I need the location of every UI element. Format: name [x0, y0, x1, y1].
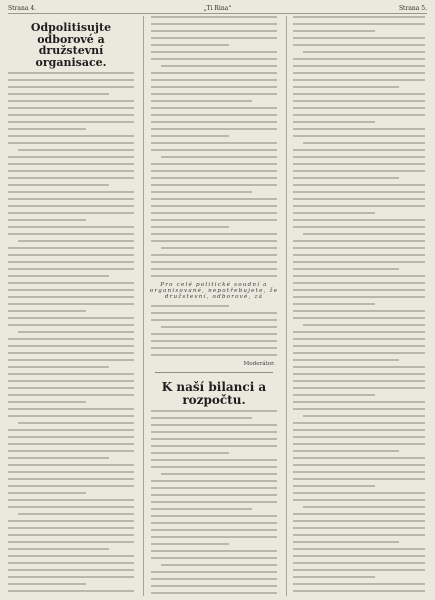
text-line: [8, 562, 134, 564]
text-line: [151, 312, 277, 314]
text-line: [151, 487, 277, 489]
text-line: [293, 149, 425, 151]
text-line: [293, 457, 425, 459]
text-line: [293, 471, 425, 473]
text-line: [151, 212, 277, 214]
text-line: [8, 534, 134, 536]
text-line: [8, 114, 134, 116]
text-line: [293, 23, 425, 25]
text-line: [8, 324, 134, 326]
text-line: [293, 16, 425, 18]
text-line: [293, 198, 425, 200]
text-line: [18, 149, 134, 151]
column-1: [6, 16, 136, 596]
text-line: [293, 296, 425, 298]
text-line: [293, 366, 425, 368]
text-line: [303, 142, 425, 144]
text-line: [151, 79, 277, 81]
text-line: [151, 23, 277, 25]
text-line: [293, 555, 425, 557]
text-line: [8, 590, 134, 592]
text-line: [293, 128, 425, 130]
text-line: [293, 261, 425, 263]
text-line: [293, 387, 425, 389]
text-line: [151, 93, 277, 95]
article-divider: [155, 372, 273, 373]
article-headline: K naší bilanci a rozpočtu.: [161, 380, 267, 407]
text-line: [151, 494, 277, 496]
text-line: [8, 359, 134, 361]
text-line: [8, 128, 86, 130]
text-line: [293, 289, 425, 291]
text-line: [293, 422, 425, 424]
text-line: [293, 44, 425, 46]
page-number-right: Strana 5.: [398, 4, 427, 12]
text-line: [293, 191, 425, 193]
text-line: [151, 86, 277, 88]
text-line: [293, 86, 399, 88]
text-line: [293, 100, 425, 102]
text-line: [8, 282, 134, 284]
text-line: [8, 198, 134, 200]
text-line: [8, 72, 134, 74]
text-line: [8, 443, 134, 445]
text-line: [8, 471, 134, 473]
text-line: [151, 100, 252, 102]
text-line: [293, 65, 425, 67]
text-line: [293, 177, 399, 179]
text-line: [151, 58, 277, 60]
text-line: [293, 499, 425, 501]
column-2: [149, 16, 279, 596]
text-line: [8, 170, 134, 172]
column-rule: [286, 16, 287, 596]
text-line: [293, 268, 399, 270]
text-line: [293, 184, 425, 186]
text-line: [161, 326, 277, 328]
text-line: [151, 585, 277, 587]
text-line: [293, 569, 425, 571]
text-line: [8, 506, 134, 508]
text-line: [8, 352, 134, 354]
text-line: [151, 305, 229, 307]
text-line: [151, 219, 277, 221]
text-line: [293, 373, 425, 375]
text-line: [151, 417, 252, 419]
text-line: [151, 44, 229, 46]
text-line: [8, 261, 134, 263]
article-body: [149, 16, 279, 277]
text-line: [151, 275, 277, 277]
text-line: [8, 156, 134, 158]
text-line: [151, 128, 277, 130]
text-line: [293, 317, 425, 319]
text-line: [293, 436, 425, 438]
text-line: [293, 114, 425, 116]
text-line: [8, 205, 134, 207]
text-line: [293, 485, 375, 487]
text-line: [151, 226, 229, 228]
text-line: [161, 564, 277, 566]
text-line: [303, 233, 425, 235]
text-line: [151, 191, 252, 193]
text-line: [151, 571, 277, 573]
text-line: [151, 149, 277, 151]
text-line: [18, 331, 134, 333]
text-line: [8, 499, 134, 501]
text-line: [293, 583, 425, 585]
text-line: [151, 550, 277, 552]
text-line: [8, 457, 109, 459]
masthead-title: „Ti Rina“: [203, 4, 232, 12]
column-rule: [143, 16, 144, 596]
text-line: [8, 107, 134, 109]
text-line: [8, 345, 134, 347]
text-line: [151, 452, 229, 454]
text-line: [8, 86, 134, 88]
text-line: [8, 135, 134, 137]
running-head: [8, 3, 427, 14]
article-signature: Moderátor.: [243, 361, 275, 367]
text-line: [151, 233, 277, 235]
text-line: [151, 557, 277, 559]
text-line: [293, 58, 425, 60]
text-line: [151, 170, 277, 172]
text-line: [293, 408, 425, 410]
text-line: [8, 520, 134, 522]
text-line: [151, 51, 277, 53]
text-line: [151, 107, 277, 109]
text-line: [8, 233, 134, 235]
text-line: [151, 410, 277, 412]
text-line: [151, 543, 229, 545]
text-line: [8, 576, 134, 578]
text-line: [293, 338, 425, 340]
text-line: [151, 184, 277, 186]
text-line: [293, 303, 375, 305]
text-line: [293, 527, 425, 529]
text-line: [293, 562, 425, 564]
text-line: [293, 345, 425, 347]
text-line: [293, 548, 425, 550]
text-line: [8, 100, 134, 102]
text-line: [293, 576, 375, 578]
text-line: [8, 212, 134, 214]
text-line: [151, 536, 277, 538]
text-line: [151, 347, 277, 349]
text-line: [151, 424, 277, 426]
text-line: [293, 380, 425, 382]
text-line: [151, 466, 277, 468]
text-line: [8, 317, 134, 319]
text-line: [161, 473, 277, 475]
text-line: [293, 282, 425, 284]
text-line: [293, 135, 425, 137]
text-line: [8, 296, 134, 298]
text-line: [8, 415, 134, 417]
text-line: [303, 415, 425, 417]
text-line: [293, 443, 425, 445]
text-line: [8, 121, 134, 123]
text-line: [8, 387, 134, 389]
text-line: [151, 529, 277, 531]
text-line: [293, 401, 425, 403]
text-line: [303, 51, 425, 53]
text-line: [293, 93, 425, 95]
text-line: [8, 247, 134, 249]
text-line: [151, 261, 277, 263]
text-line: [293, 352, 425, 354]
article-body: [149, 305, 279, 356]
text-line: [8, 310, 86, 312]
text-line: [18, 422, 134, 424]
text-line: [8, 268, 134, 270]
text-line: [8, 541, 134, 543]
text-line: [293, 464, 425, 466]
text-line: [151, 114, 277, 116]
text-line: [8, 492, 86, 494]
text-line: [8, 366, 109, 368]
text-line: [8, 219, 86, 221]
text-line: [8, 373, 134, 375]
text-line: [161, 156, 277, 158]
text-line: [8, 401, 86, 403]
text-line: [18, 240, 134, 242]
text-line: [151, 16, 277, 18]
text-line: [293, 478, 425, 480]
text-line: [293, 590, 425, 592]
text-line: [151, 333, 277, 335]
text-line: [8, 394, 134, 396]
text-line: [293, 156, 425, 158]
text-line: [293, 30, 375, 32]
text-line: [8, 450, 134, 452]
article-body: [6, 72, 136, 596]
text-line: [293, 212, 375, 214]
text-line: [8, 142, 134, 144]
text-line: [151, 177, 277, 179]
text-line: [8, 226, 134, 228]
text-line: [8, 436, 134, 438]
text-line: [151, 163, 277, 165]
spaced-emphasis-text: Pro celé politické soudní a organisované, nepotřebujete, že družstevní, odborové, zá: [149, 282, 279, 300]
text-line: [293, 520, 425, 522]
page-number-left: Strana 4.: [8, 4, 37, 12]
text-line: [151, 515, 277, 517]
text-line: [8, 93, 109, 95]
text-line: [151, 37, 277, 39]
text-line: [151, 459, 277, 461]
text-line: [151, 578, 277, 580]
text-line: [293, 541, 399, 543]
text-line: [151, 354, 277, 356]
text-line: [151, 522, 277, 524]
text-line: [161, 65, 277, 67]
text-line: [303, 506, 425, 508]
text-line: [8, 338, 134, 340]
text-line: [8, 478, 134, 480]
text-line: [151, 30, 277, 32]
text-line: [151, 340, 277, 342]
text-line: [8, 429, 134, 431]
text-line: [8, 177, 134, 179]
text-line: [8, 548, 109, 550]
text-line: [18, 513, 134, 515]
text-line: [8, 555, 134, 557]
text-line: [293, 79, 425, 81]
text-line: [8, 408, 134, 410]
text-line: [151, 240, 277, 242]
text-line: [151, 480, 277, 482]
text-line: [293, 394, 375, 396]
text-line: [8, 527, 134, 529]
text-line: [151, 592, 277, 594]
text-line: [151, 501, 277, 503]
text-line: [293, 513, 425, 515]
text-line: [293, 170, 425, 172]
text-line: [293, 254, 425, 256]
text-line: [293, 163, 425, 165]
text-line: [293, 450, 399, 452]
text-line: [151, 268, 277, 270]
text-line: [151, 254, 277, 256]
text-line: [293, 219, 425, 221]
text-line: [8, 79, 134, 81]
column-3: [291, 16, 427, 596]
text-line: [8, 303, 134, 305]
text-line: [8, 583, 86, 585]
text-line: [8, 464, 134, 466]
text-line: [151, 205, 277, 207]
text-line: [8, 380, 134, 382]
text-line: [151, 445, 277, 447]
text-line: [293, 37, 425, 39]
text-line: [293, 331, 425, 333]
text-line: [293, 534, 425, 536]
text-line: [293, 205, 425, 207]
text-line: [151, 72, 277, 74]
text-line: [8, 289, 134, 291]
text-line: [8, 191, 134, 193]
article-headline: Odpolitisujte odborové a družstevní organisace.: [30, 21, 112, 69]
text-line: [151, 142, 277, 144]
text-line: [151, 431, 277, 433]
article-body: [291, 16, 427, 596]
text-line: [151, 198, 277, 200]
text-line: [293, 275, 425, 277]
text-line: [293, 72, 425, 74]
text-line: [151, 135, 229, 137]
text-line: [293, 107, 425, 109]
text-line: [293, 240, 425, 242]
text-line: [8, 163, 134, 165]
text-line: [8, 275, 109, 277]
text-line: [8, 485, 134, 487]
article-body: [149, 410, 279, 596]
text-line: [151, 319, 277, 321]
text-line: [151, 438, 277, 440]
text-line: [151, 508, 252, 510]
text-line: [293, 310, 425, 312]
text-line: [8, 569, 134, 571]
text-line: [151, 121, 277, 123]
text-line: [293, 492, 425, 494]
text-line: [161, 247, 277, 249]
text-line: [293, 359, 399, 361]
text-line: [293, 429, 425, 431]
text-line: [8, 254, 134, 256]
text-line: [293, 247, 425, 249]
text-line: [303, 324, 425, 326]
text-line: [293, 121, 375, 123]
text-line: [8, 184, 109, 186]
text-line: [293, 226, 425, 228]
